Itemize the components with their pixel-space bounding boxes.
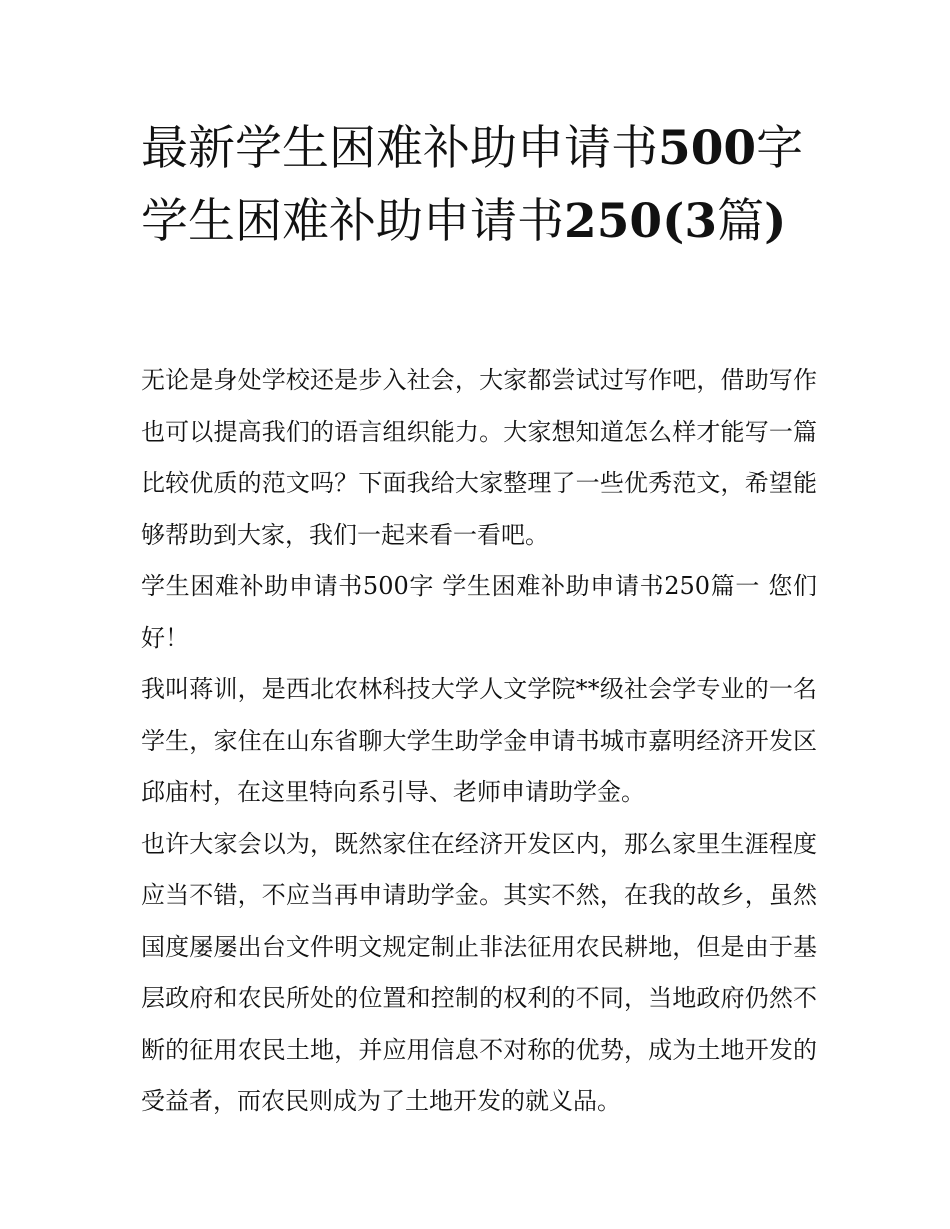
paragraph-self-introduction: 我叫蒋训，是西北农林科技大学人文学院**级社会学专业的一名学生，家住在山东省聊大学生助学金申请书城市嘉明经济开发区邱庙村，在这里特向系引导、老师申请助学金。: [141, 675, 817, 806]
document-body: [141, 355, 817, 1128]
paragraph-heading-greeting: 学生困难补助申请书500字 学生困难补助申请书250篇一 您们好！: [141, 572, 817, 652]
paragraph-intro: 无论是身处学校还是步入社会，大家都尝试过写作吧，借助写作也可以提高我们的语言组织能力。大家想知道怎么样才能写一篇比较优质的范文吗？下面我给大家整理了一些优秀范文，希望能够帮助到大家，我们一起来看一看吧。: [141, 366, 817, 549]
paragraph-family-situation: 也许大家会以为，既然家住在经济开发区内，那么家里生涯程度应当不错，不应当再申请助学金。其实不然，在我的故乡，虽然国度屡屡出台文件明文规定制止非法征用农民耕地，但是由于基层政府和农民所处的位置和控制的权利的不同，当地政府仍然不断的征用农民土地，并应用信息不对称的优势，成为土地开发的受益者，而农民则成为了土地开发的就义品。: [141, 829, 817, 1115]
document-title: 最新学生困难补助申请书500字 学生困难补助申请书250(3篇): [141, 121, 804, 249]
